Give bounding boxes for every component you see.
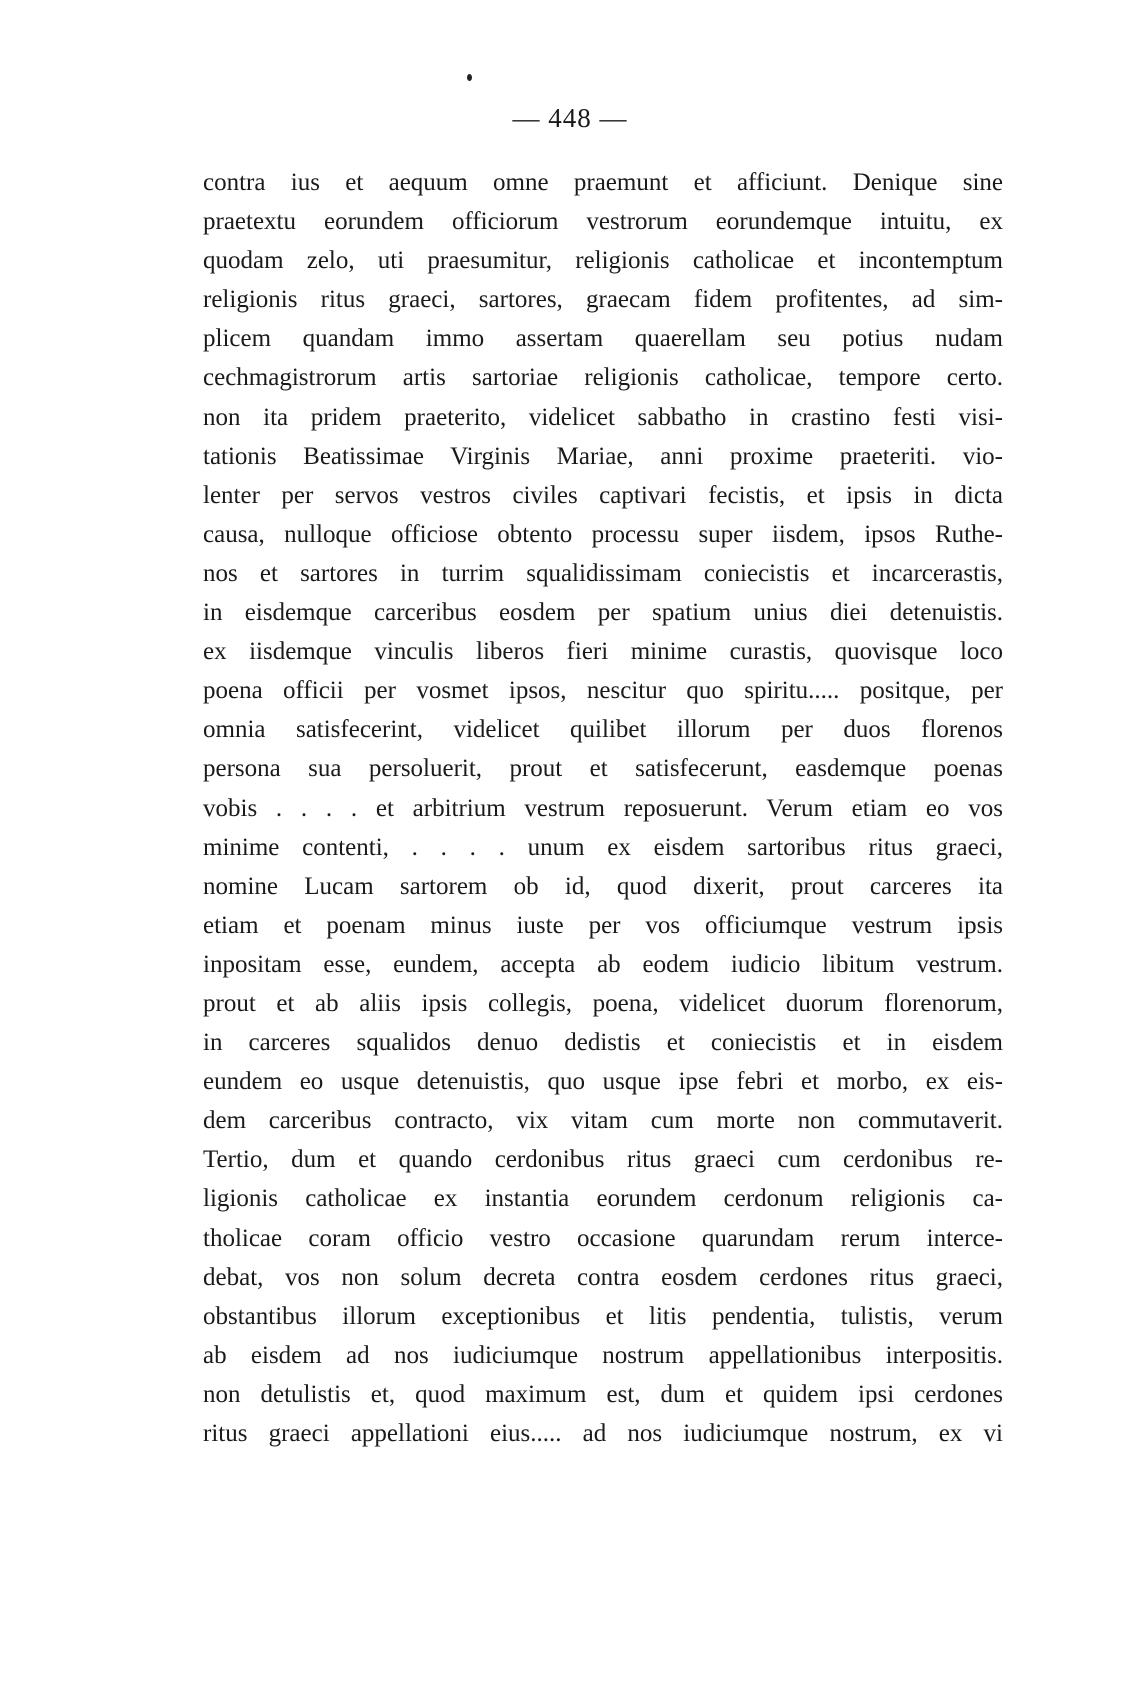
text-line: nomine Lucam sartorem ob id, quod dixerit, prout carceres ita xyxy=(203,872,1003,900)
text-line: Tertio, dum et quando cerdonibus ritus graeci cum cerdonibus re- xyxy=(203,1146,1003,1174)
text-line: in eisdemque carceribus eosdem per spatium unius diei detenuistis. xyxy=(203,599,1003,627)
text-line: minime contenti, . . . . unum ex eisdem sartoribus ritus graeci, xyxy=(203,833,1003,861)
ink-speck xyxy=(467,74,472,81)
text-line: eundem eo usque detenuistis, quo usque ipse febri et morbo, ex eis- xyxy=(203,1068,1003,1096)
text-line: plicem quandam immo assertam quaerellam seu potius nudam xyxy=(203,325,1003,353)
page-number: — 448 — xyxy=(512,103,628,133)
text-line: religionis ritus graeci, sartores, graecam fidem profitentes, ad sim- xyxy=(203,286,1003,314)
text-line: obstantibus illorum exceptionibus et litis pendentia, tulistis, verum xyxy=(203,1302,1003,1330)
text-line: debat, vos non solum decreta contra eosdem cerdones ritus graeci, xyxy=(203,1263,1003,1291)
text-line: non detulistis et, quod maximum est, dum et quidem ipsi cerdones xyxy=(203,1380,1003,1408)
text-line: cechmagistrorum artis sartoriae religionis catholicae, tempore certo. xyxy=(203,364,1003,392)
body-text xyxy=(203,163,1003,1453)
text-line: lenter per servos vestros civiles captivari fecistis, et ipsis in dicta xyxy=(203,481,1003,509)
text-line: poena officii per vosmet ipsos, nescitur quo spiritu..... positque, per xyxy=(203,677,1003,705)
text-line: persona sua persoluerit, prout et satisfecerunt, easdemque poenas xyxy=(203,755,1003,783)
text-line: vobis . . . . et arbitrium vestrum reposuerunt. Verum etiam eo vos xyxy=(203,794,1003,822)
text-line: omnia satisfecerint, videlicet quilibet illorum per duos florenos xyxy=(203,716,1003,744)
text-line: tationis Beatissimae Virginis Mariae, anni proxime praeteriti. vio- xyxy=(203,442,1003,470)
text-line: nos et sartores in turrim squalidissimam coniecistis et incarcerastis, xyxy=(203,559,1003,587)
text-line: dem carceribus contracto, vix vitam cum morte non commutaverit. xyxy=(203,1107,1003,1135)
text-line: etiam et poenam minus iuste per vos officiumque vestrum ipsis xyxy=(203,911,1003,939)
text-line: praetextu eorundem officiorum vestrorum eorundemque intuitu, ex xyxy=(203,208,1003,236)
text-line: ligionis catholicae ex instantia eorundem cerdonum religionis ca- xyxy=(203,1185,1003,1213)
text-line: prout et ab aliis ipsis collegis, poena, videlicet duorum florenorum, xyxy=(203,989,1003,1017)
text-line: inpositam esse, eundem, accepta ab eodem iudicio libitum vestrum. xyxy=(203,950,1003,978)
text-line: non ita pridem praeterito, videlicet sabbatho in crastino festi visi- xyxy=(203,403,1003,431)
text-line: ex iisdemque vinculis liberos fieri minime curastis, quovisque loco xyxy=(203,638,1003,666)
text-line: causa, nulloque officiose obtento processu super iisdem, ipsos Ruthe- xyxy=(203,520,1003,548)
text-line: ritus graeci appellationi eius..... ad nos iudiciumque nostrum, ex vi xyxy=(203,1420,1003,1447)
text-line: tholicae coram officio vestro occasione quarundam rerum interce- xyxy=(203,1224,1003,1252)
text-line: ab eisdem ad nos iudiciumque nostrum appellationibus interpositis. xyxy=(203,1341,1003,1369)
text-line: in carceres squalidos denuo dedistis et coniecistis et in eisdem xyxy=(203,1029,1003,1057)
text-line: quodam zelo, uti praesumitur, religionis catholicae et incontemptum xyxy=(203,247,1003,275)
text-line: contra ius et aequum omne praemunt et afficiunt. Denique sine xyxy=(203,169,1003,196)
